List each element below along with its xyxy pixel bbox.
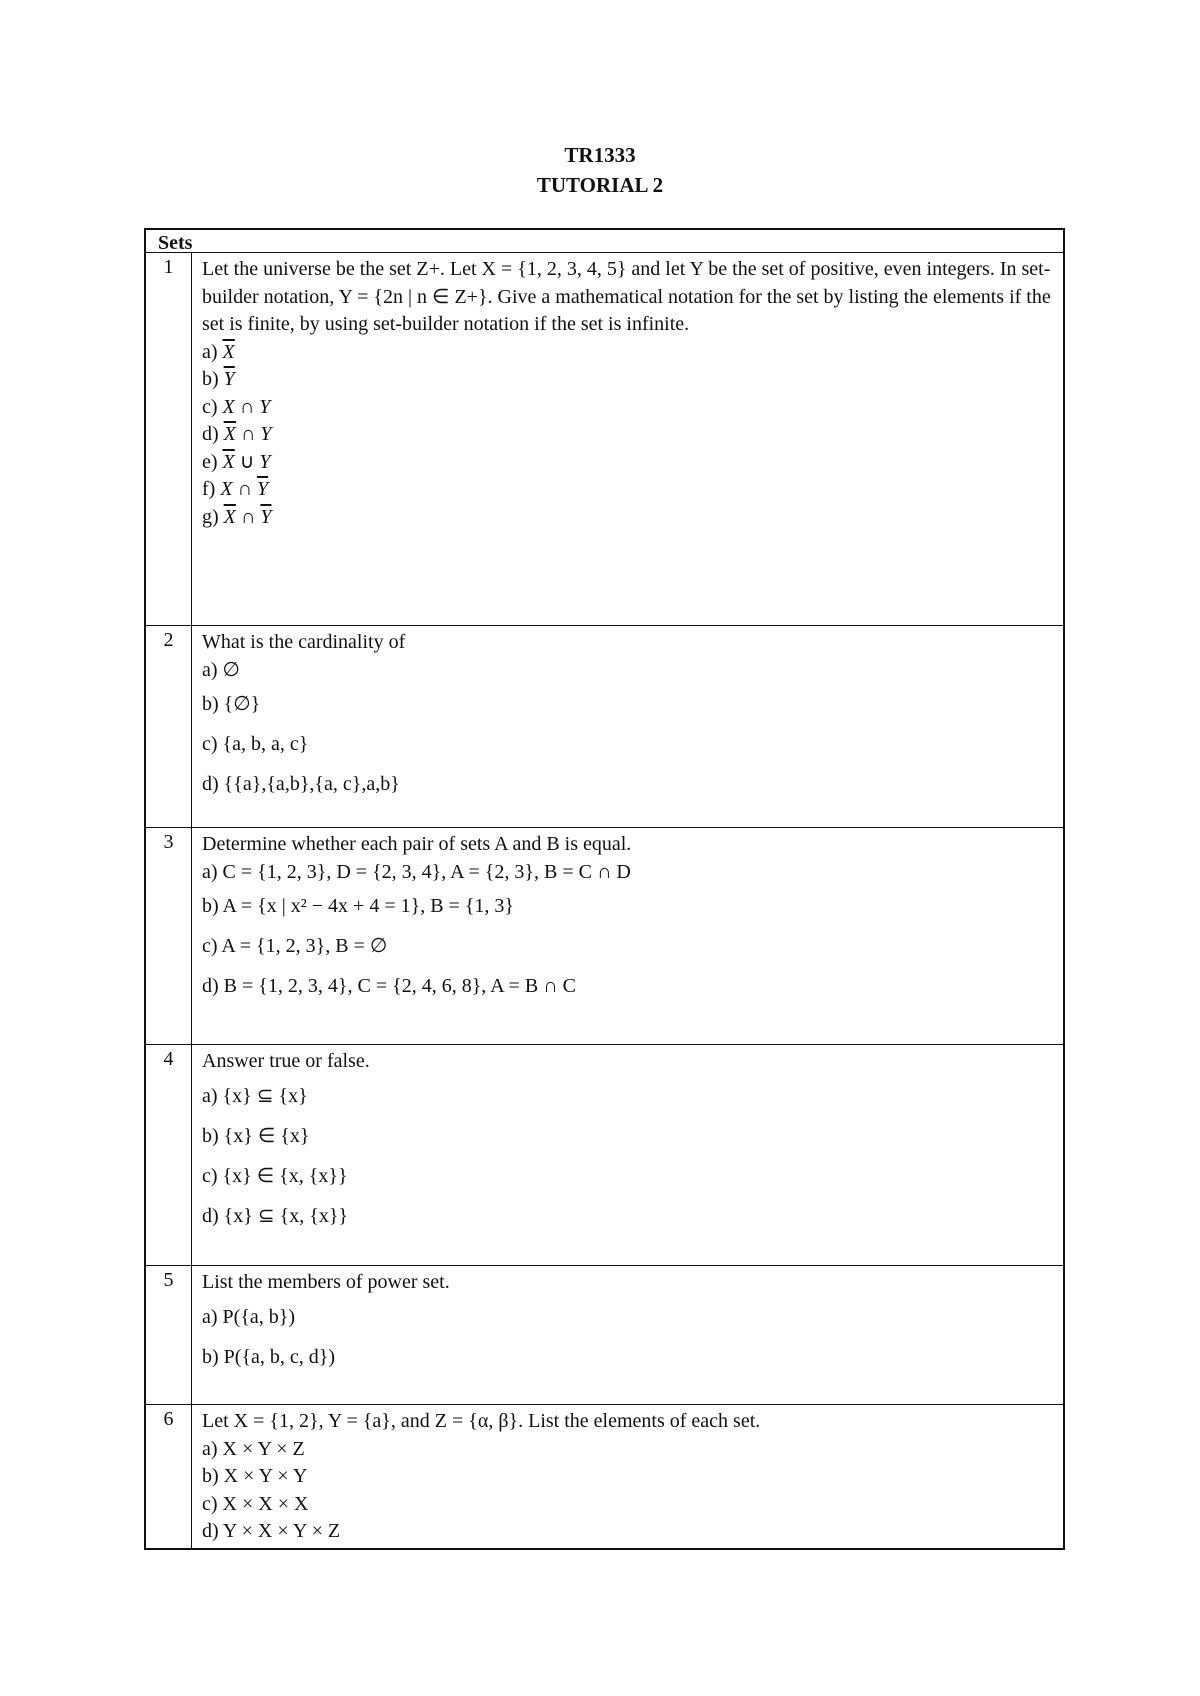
option-d: d) Y × X × Y × Z bbox=[202, 1520, 341, 1542]
question-4 bbox=[202, 1048, 1052, 1236]
option-a: a) C = {1, 2, 3}, D = {2, 3, 4}, A = {2, 3}, B = C ∩ D bbox=[202, 860, 631, 883]
question-5 bbox=[202, 1269, 1052, 1377]
option-b: b) $\overline{Y}$ bbox=[202, 368, 235, 390]
option-d: d) $\overline{X}$ ∩ Y bbox=[202, 423, 272, 445]
question-prompt: Let X = {1, 2}, Y = {a}, and Z = {α, β}. List the elements of each set. bbox=[202, 1410, 761, 1432]
option-d: d) {x} ⊆ {x, {x}} bbox=[202, 1204, 349, 1227]
option-f: f) X ∩ $\overline{Y}$ bbox=[202, 478, 269, 500]
option-c: c) X ∩ Y bbox=[202, 395, 271, 418]
question-prompt: List the members of power set. bbox=[202, 1271, 450, 1293]
row-divider bbox=[146, 827, 1063, 828]
option-c: c) A = {1, 2, 3}, B = ∅ bbox=[202, 935, 388, 957]
course-code: TR1333 bbox=[564, 143, 636, 167]
option-a: a) ∅ bbox=[202, 658, 240, 681]
option-c: c) {x} ∈ {x, {x}} bbox=[202, 1164, 348, 1187]
question-number: 3 bbox=[163, 831, 174, 853]
question-number: 1 bbox=[163, 256, 174, 278]
table-heading: Sets bbox=[158, 232, 193, 254]
option-e: e) $\overline{X}$ ∪ Y bbox=[202, 450, 271, 473]
question-number: 6 bbox=[163, 1408, 174, 1430]
question-number: 4 bbox=[163, 1048, 174, 1070]
option-d: d) B = {1, 2, 3, 4}, C = {2, 4, 6, 8}, A = B ∩ C bbox=[202, 975, 576, 997]
option-a: a) P({a, b}) bbox=[202, 1305, 296, 1328]
option-b: b) {∅} bbox=[202, 693, 261, 715]
question-1 bbox=[202, 256, 1052, 531]
row-divider bbox=[146, 1265, 1063, 1266]
question-prompt: What is the cardinality of bbox=[202, 631, 406, 653]
question-table bbox=[144, 228, 1065, 1550]
option-b: b) {x} ∈ {x} bbox=[202, 1124, 310, 1147]
option-b: b) X × Y × Y bbox=[202, 1465, 308, 1487]
question-prompt: Let the universe be the set Z+. Let X = {1, 2, 3, 4, 5} and let Y be the set of positive, even integers. In set-builder notation, Y = {2n | n ∈ Z+}. Give a mathematical notation for the set by listing the elements if the set is finite, by using set-builder notation if the set is infinite. bbox=[202, 258, 1051, 335]
question-3 bbox=[202, 831, 1052, 1006]
option-a: a) X × Y × Z bbox=[202, 1437, 305, 1460]
question-prompt: Determine whether each pair of sets A and B is equal. bbox=[202, 833, 632, 855]
row-divider bbox=[146, 252, 1063, 253]
question-number: 5 bbox=[163, 1269, 174, 1291]
question-prompt: Answer true or false. bbox=[202, 1050, 370, 1072]
question-number: 2 bbox=[163, 629, 174, 651]
option-b: b) A = {x | x² − 4x + 4 = 1}, B = {1, 3} bbox=[202, 895, 515, 917]
row-divider bbox=[146, 1044, 1063, 1045]
option-c: c) {a, b, a, c} bbox=[202, 733, 309, 755]
question-2 bbox=[202, 629, 1052, 804]
number-column-divider bbox=[191, 252, 192, 1548]
question-6 bbox=[202, 1408, 1052, 1546]
row-divider bbox=[146, 625, 1063, 626]
option-a: a) {x} ⊆ {x} bbox=[202, 1084, 308, 1107]
option-b: b) P({a, b, c, d}) bbox=[202, 1345, 336, 1368]
row-divider bbox=[146, 1404, 1063, 1405]
option-c: c) X × X × X bbox=[202, 1492, 309, 1515]
tutorial-title: TUTORIAL 2 bbox=[536, 173, 664, 197]
option-d: d) {{a},{a,b},{a, c},a,b} bbox=[202, 773, 400, 795]
option-a: a) $\overline{X}$ bbox=[202, 340, 235, 363]
option-g: g) $\overline{X}$ ∩ $\overline{Y}$ bbox=[202, 505, 272, 528]
page-header bbox=[0, 140, 1200, 200]
